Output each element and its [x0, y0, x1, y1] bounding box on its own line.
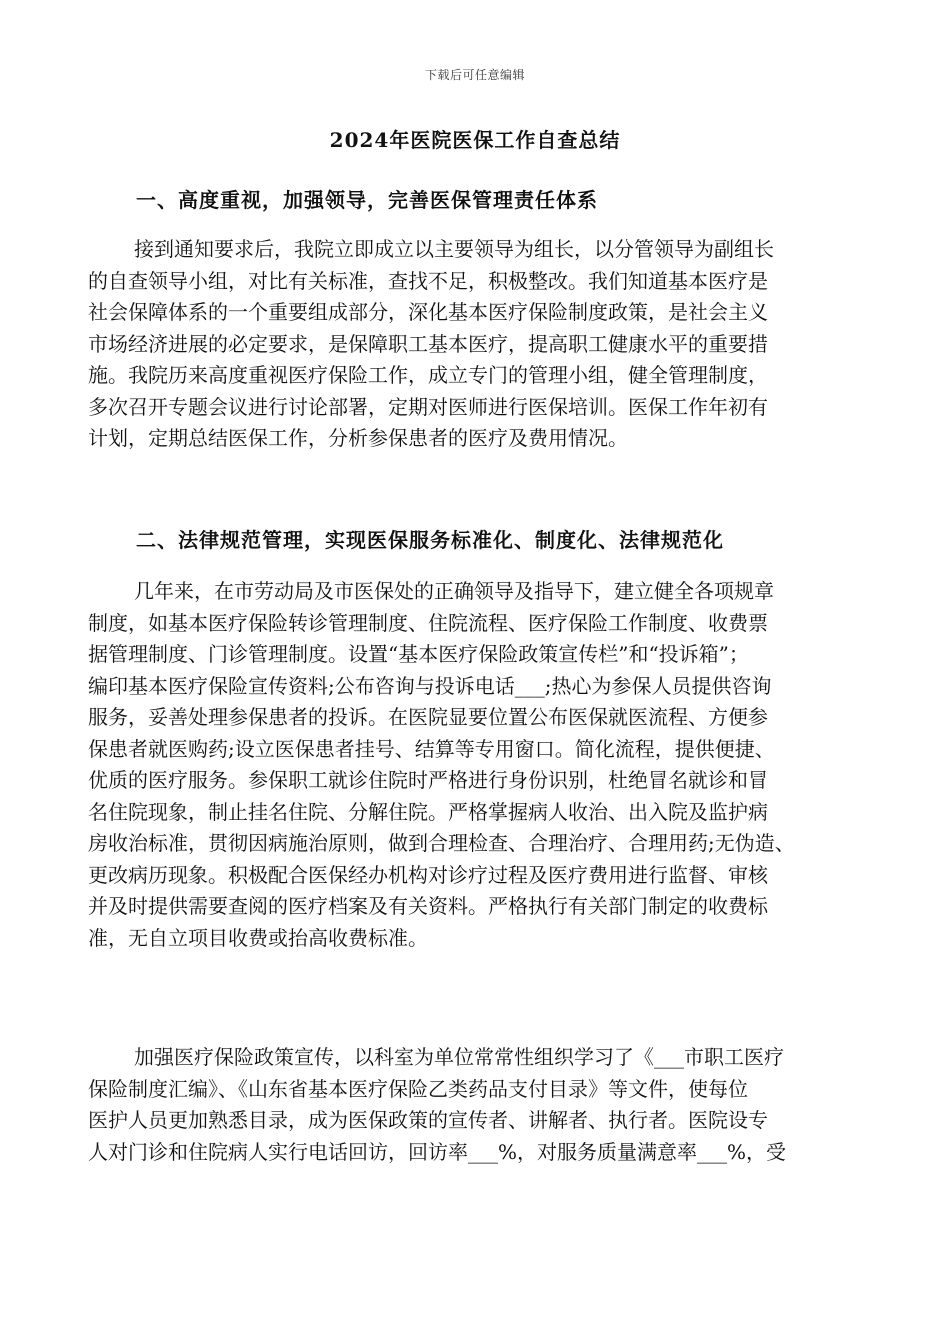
paragraph-line: 医护人员更加熟悉目录，成为医保政策的宣传者、讲解者、执行者。医院设专 [88, 1108, 768, 1132]
paragraph-line: 施。我院历来高度重视医疗保险工作，成立专门的管理小组，健全管理制度， [88, 363, 768, 387]
paragraph-line: 准，无自立项目收费或抬高收费标准。 [88, 925, 428, 950]
paragraph-line: 加强医疗保险政策宣传，以科室为单位常常性组织学习了《___市职工医疗 [134, 1045, 784, 1069]
paragraph-line: 制度，如基本医疗保险转诊管理制度、住院流程、医疗保险工作制度、收费票 [88, 610, 768, 635]
paragraph-line: 人对门诊和住院病人实行电话回访，回访率___%，对服务质量满意率___%，受 [88, 1139, 787, 1164]
paragraph-line: 几年来，在市劳动局及市医保处的正确领导及指导下，建立健全各项规章 [134, 579, 774, 603]
paragraph-line: 服务，妥善处理参保患者的投诉。在医院显要位置公布医保就医流程、方便参 [88, 705, 768, 729]
paragraph-line: 接到通知要求后，我院立即成立以主要领导为组长，以分管领导为副组长 [134, 237, 774, 261]
paragraph-line: 名住院现象，制止挂名住院、分解住院。严格掌握病人收治、出入院及监护病 [88, 799, 768, 824]
paragraph-line: 据管理制度、门诊管理制度。设置“基本医疗保险政策宣传栏”和“投诉箱”； [88, 642, 749, 666]
paragraph-line: 计划，定期总结医保工作，分析参保患者的医疗及费用情况。 [88, 426, 628, 450]
paragraph-line: 房收治标准，贯彻因病施治原则，做到合理检查、合理治疗、合理用药;无伪造、 [88, 831, 795, 855]
section-2-paragraph-2 [88, 1042, 878, 1168]
paragraph-line: 编印基本医疗保险宣传资料;公布咨询与投诉电话___;热心为参保人员提供咨询 [88, 673, 772, 698]
paragraph-line: 社会保障体系的一个重要组成部分，深化基本医疗保险制度政策，是社会主义 [88, 300, 768, 324]
paragraph-line: 优质的医疗服务。参保职工就诊住院时严格进行身份识别，杜绝冒名就诊和冒 [88, 768, 768, 792]
paragraph-line: 保险制度汇编》、《山东省基本医疗保险乙类药品支付目录》等文件，使每位 [88, 1076, 748, 1101]
document-title: 2024年医院医保工作自查总结 [329, 128, 621, 152]
paragraph-line: 多次召开专题会议进行讨论部署，定期对医师进行医保培训。医保工作年初有 [88, 394, 768, 419]
paragraph-line: 保患者就医购药;设立医保患者挂号、结算等专用窗口。简化流程，提供便捷、 [88, 736, 775, 761]
paragraph-line: 的自查领导小组，对比有关标准，查找不足，积极整改。我们知道基本医疗是 [88, 268, 768, 293]
section-1-paragraph-1 [88, 234, 878, 455]
section-1-heading: 一、高度重视，加强领导，完善医保管理责任体系 [136, 188, 598, 212]
section-2-heading: 二、法律规范管理，实现医保服务标准化、制度化、法律规范化 [136, 528, 724, 552]
paragraph-line: 更改病历现象。积极配合医保经办机构对诊疗过程及医疗费用进行监督、审核 [88, 862, 768, 887]
paragraph-line: 并及时提供需要查阅的医疗档案及有关资料。严格执行有关部门制定的收费标 [88, 894, 768, 918]
header-note: 下载后可任意编辑 [424, 68, 525, 82]
section-2-paragraph-1 [88, 576, 878, 954]
paragraph-line: 市场经济进展的必定要求，是保障职工基本医疗，提高职工健康水平的重要措 [88, 331, 768, 356]
